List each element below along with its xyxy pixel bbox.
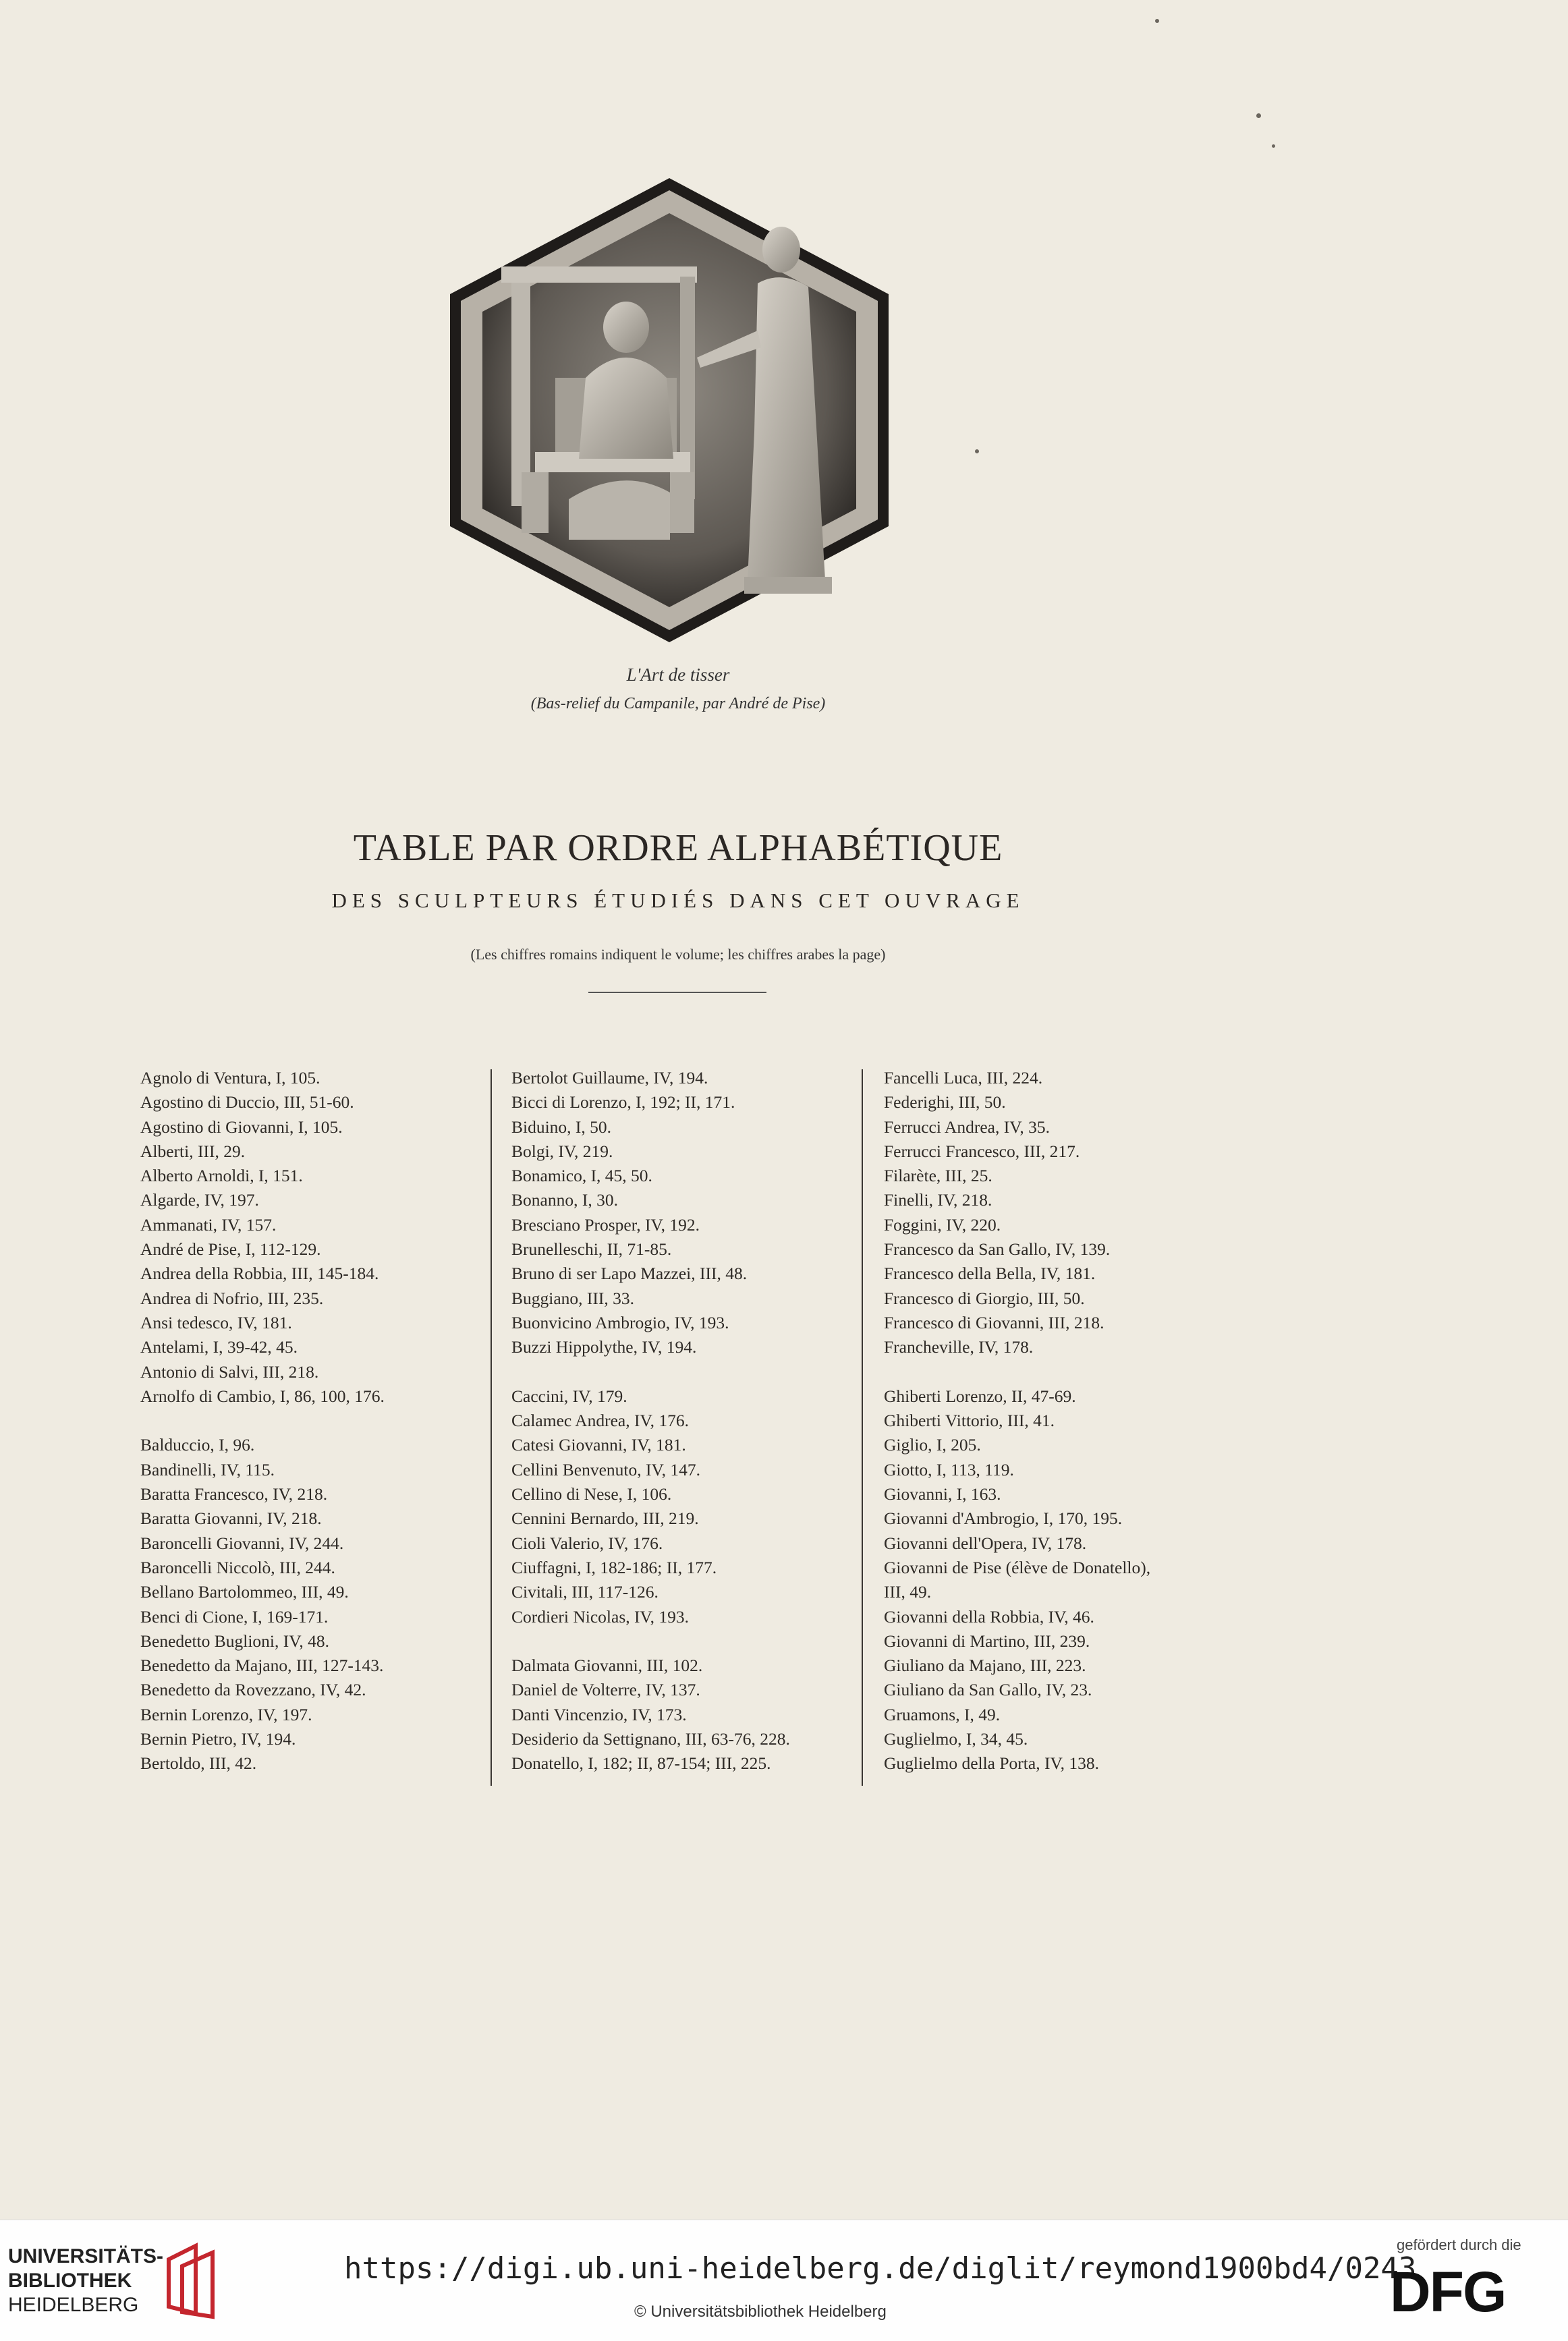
illustration-caption-title: L'Art de tisser [626,665,730,685]
index-entry: Baratta Giovanni, IV, 218. [140,1508,322,1529]
index-entry: Biduino, I, 50. [511,1117,612,1137]
index-entry: Cennini Bernardo, III, 219. [511,1508,699,1529]
index-entry: Francheville, IV, 178. [884,1337,1034,1357]
bas-relief-illustration [447,175,891,645]
index-entry: Guglielmo della Porta, IV, 138. [884,1753,1099,1774]
index-entry: Finelli, IV, 218. [884,1190,992,1210]
index-entry: Giotto, I, 113, 119. [884,1459,1014,1479]
index-entry: Foggini, IV, 220. [884,1214,1001,1235]
index-entry: Bellano Bartolommeo, III, 49. [140,1582,349,1602]
index-entry: Filarète, III, 25. [884,1166,992,1186]
logo-line: UNIVERSITÄTS- [8,2245,164,2267]
index-entry: Daniel de Volterre, IV, 137. [511,1680,700,1700]
entry-gap [140,1409,491,1433]
index-entry: André de Pise, I, 112-129. [140,1239,321,1260]
index-entry: Giuliano da San Gallo, IV, 23. [884,1680,1092,1700]
permalink-url[interactable]: https://digi.ub.uni-heidelberg.de/diglit/reymond1900bd4/0243 [344,2251,1417,2286]
index-entry: Desiderio da Settignano, III, 63-76, 228. [511,1729,790,1749]
index-entry: Fancelli Luca, III, 224. [884,1068,1043,1088]
index-entry: Buonvicino Ambrogio, IV, 193. [511,1312,729,1332]
index-entry: Civitali, III, 117-126. [511,1582,659,1602]
logo-line: HEIDELBERG [8,2294,139,2316]
library-logo-icon [155,2239,223,2320]
page-title: TABLE PAR ORDRE ALPHABÉTIQUE [353,827,1003,869]
entry-gap [884,1360,1235,1384]
index-entry: Giuliano da Majano, III, 223. [884,1656,1086,1676]
index-entry: Bolgi, IV, 219. [511,1141,613,1161]
index-entry: Ghiberti Vittorio, III, 41. [884,1411,1055,1431]
index-entry: Brunelleschi, II, 71-85. [511,1239,672,1260]
index-entry: Calamec Andrea, IV, 176. [511,1411,689,1431]
index-entry: Danti Vincenzio, IV, 173. [511,1704,687,1724]
index-entry: Guglielmo, I, 34, 45. [884,1729,1028,1749]
index-entry: Federighi, III, 50. [884,1092,1006,1112]
index-entry: Agostino di Duccio, III, 51-60. [140,1092,354,1112]
index-entry: Giglio, I, 205. [884,1435,981,1455]
index-entry: Antelami, I, 39-42, 45. [140,1337,298,1357]
index-entry: Benedetto da Rovezzano, IV, 42. [140,1680,366,1700]
index-entry: Bresciano Prosper, IV, 192. [511,1214,700,1235]
index-entry: Bonanno, I, 30. [511,1190,618,1210]
index-entry: Ferrucci Francesco, III, 217. [884,1141,1080,1161]
index-entry: Bandinelli, IV, 115. [140,1459,275,1479]
index-entry: Francesco da San Gallo, IV, 139. [884,1239,1111,1260]
index-entry: Antonio di Salvi, III, 218. [140,1361,319,1382]
index-entry: Giovanni d'Ambrogio, I, 170, 195. [884,1508,1123,1529]
index-entry: Bertolot Guillaume, IV, 194. [511,1068,708,1088]
entry-gap [511,1629,862,1654]
index-entry: Buggiano, III, 33. [511,1288,635,1308]
index-entry: Giovanni dell'Opera, IV, 178. [884,1533,1087,1553]
index-entry: Cioli Valerio, IV, 176. [511,1533,663,1553]
index-column-3 [884,1066,1235,1776]
index-entry: Ciuffagni, I, 182-186; II, 177. [511,1557,717,1577]
divider [588,992,766,993]
index-entry: Francesco della Bella, IV, 181. [884,1264,1096,1284]
index-entry: Arnolfo di Cambio, I, 86, 100, 176. [140,1386,385,1406]
index-entry: III, 49. [884,1582,932,1602]
index-entry: Giovanni di Martino, III, 239. [884,1631,1090,1651]
illustration-caption-subtitle: (Bas-relief du Campanile, par André de Pise) [530,695,826,712]
index-entry: Bernin Pietro, IV, 194. [140,1729,296,1749]
index-entry: Cordieri Nicolas, IV, 193. [511,1606,689,1627]
index-entry: Buzzi Hippolythe, IV, 194. [511,1337,697,1357]
index-entry: Alberto Arnoldi, I, 151. [140,1166,303,1186]
page-subtitle: DES SCULPTEURS ÉTUDIÉS DANS CET OUVRAGE [331,889,1025,912]
index-entry: Algarde, IV, 197. [140,1190,259,1210]
paper-speck [1155,19,1159,23]
index-entry: Benci di Cione, I, 169-171. [140,1606,329,1627]
index-entry: Benedetto da Majano, III, 127-143. [140,1656,384,1676]
index-entry: Cellini Benvenuto, IV, 147. [511,1459,701,1479]
index-entry: Gruamons, I, 49. [884,1704,1001,1724]
index-entry: Bertoldo, III, 42. [140,1753,257,1774]
logo-line: BIBLIOTHEK [8,2269,132,2292]
index-entry: Bicci di Lorenzo, I, 192; II, 171. [511,1092,735,1112]
index-entry: Benedetto Buglioni, IV, 48. [140,1631,330,1651]
index-column-2 [511,1066,862,1776]
entry-gap [511,1360,862,1384]
paper-speck [1256,113,1261,118]
index-entry: Cellino di Nese, I, 106. [511,1484,672,1504]
footer-bar [0,2220,1568,2341]
index-entry: Caccini, IV, 179. [511,1386,627,1406]
index-entry: Baroncelli Niccolò, III, 244. [140,1557,335,1577]
index-entry: Bernin Lorenzo, IV, 197. [140,1704,312,1724]
index-entry: Ghiberti Lorenzo, II, 47-69. [884,1386,1076,1406]
index-entry: Giovanni della Robbia, IV, 46. [884,1606,1094,1627]
dfg-logo: DFG [1390,2260,1506,2323]
index-entry: Francesco di Giorgio, III, 50. [884,1288,1085,1308]
index-entry: Bruno di ser Lapo Mazzei, III, 48. [511,1264,748,1284]
index-entry: Agnolo di Ventura, I, 105. [140,1068,320,1088]
index-entry: Giovanni, I, 163. [884,1484,1001,1504]
index-entry: Baroncelli Giovanni, IV, 244. [140,1533,344,1553]
paper-speck [1272,144,1275,148]
index-entry: Donatello, I, 182; II, 87-154; III, 225. [511,1753,771,1774]
index-entry: Catesi Giovanni, IV, 181. [511,1435,686,1455]
index-entry: Dalmata Giovanni, III, 102. [511,1656,703,1676]
copyright-text: © Universitätsbibliothek Heidelberg [634,2303,887,2321]
index-entry: Ferrucci Andrea, IV, 35. [884,1117,1050,1137]
paper-speck [975,449,979,453]
index-entry: Balduccio, I, 96. [140,1435,255,1455]
index-entry: Andrea della Robbia, III, 145-184. [140,1264,379,1284]
index-entry: Alberti, III, 29. [140,1141,246,1161]
library-logo-text [8,2245,163,2317]
index-entry: Baratta Francesco, IV, 218. [140,1484,328,1504]
index-entry: Francesco di Giovanni, III, 218. [884,1312,1104,1332]
index-entry: Ammanati, IV, 157. [140,1214,277,1235]
index-column-1 [140,1066,491,1776]
index-note: (Les chiffres romains indiquent le volume; les chiffres arabes la page) [470,946,886,963]
index-entry: Agostino di Giovanni, I, 105. [140,1117,343,1137]
index-entry: Giovanni de Pise (élève de Donatello), [884,1557,1151,1577]
index-entry: Ansi tedesco, IV, 181. [140,1312,292,1332]
index-entry: Bonamico, I, 45, 50. [511,1166,652,1186]
index-entry: Andrea di Nofrio, III, 235. [140,1288,324,1308]
dfg-label: gefördert durch die [1397,2236,1521,2253]
